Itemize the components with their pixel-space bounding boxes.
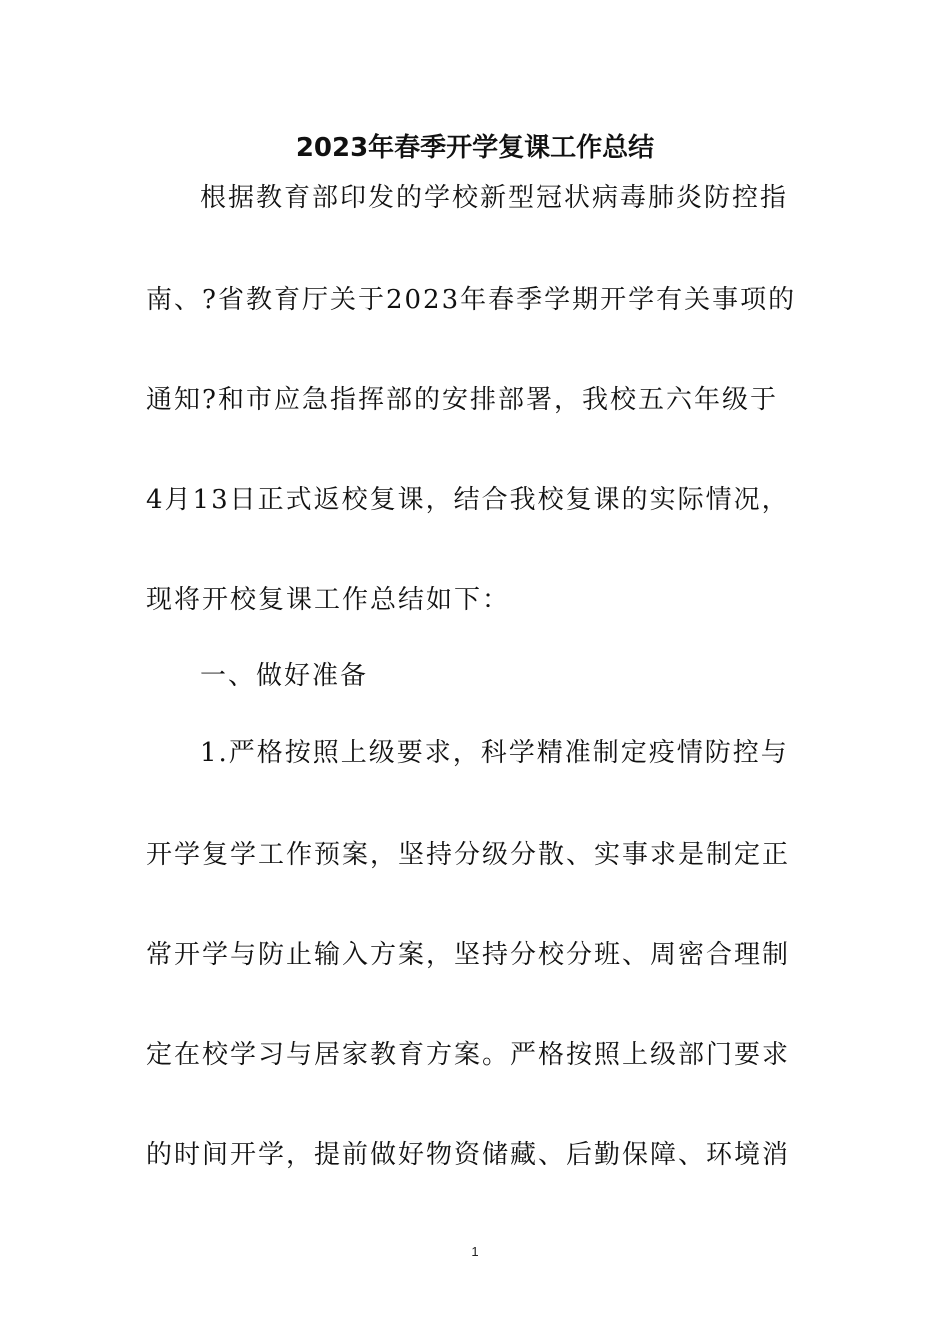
paragraph-line-8: 开学复学工作预案，坚持分级分散、实事求是制定正 bbox=[146, 840, 791, 870]
paragraph-line-10: 定在校学习与居家教育方案。严格按照上级部门要求 bbox=[146, 1040, 791, 1070]
page-number: 1 bbox=[471, 1244, 479, 1259]
paragraph-line-7: 1.严格按照上级要求，科学精准制定疫情防控与 bbox=[200, 738, 789, 768]
paragraph-line-1: 根据教育部印发的学校新型冠状病毒肺炎防控指 bbox=[200, 183, 789, 213]
paragraph-line-9: 常开学与防止输入方案，坚持分校分班、周密合理制 bbox=[146, 940, 791, 970]
paragraph-line-11: 的时间开学，提前做好物资储藏、后勤保障、环境消 bbox=[146, 1140, 791, 1170]
paragraph-line-4: 4月13日正式返校复课，结合我校复课的实际情况， bbox=[146, 485, 790, 515]
paragraph-line-5: 现将开校复课工作总结如下： bbox=[146, 585, 511, 615]
paragraph-line-2: 南、?省教育厅关于2023年春季学期开学有关事项的 bbox=[146, 285, 797, 315]
section-heading: 一、做好准备 bbox=[200, 661, 369, 691]
paragraph-line-3: 通知?和市应急指挥部的安排部署，我校五六年级于 bbox=[146, 385, 778, 415]
document-title: 2023年春季开学复课工作总结 bbox=[295, 133, 655, 163]
